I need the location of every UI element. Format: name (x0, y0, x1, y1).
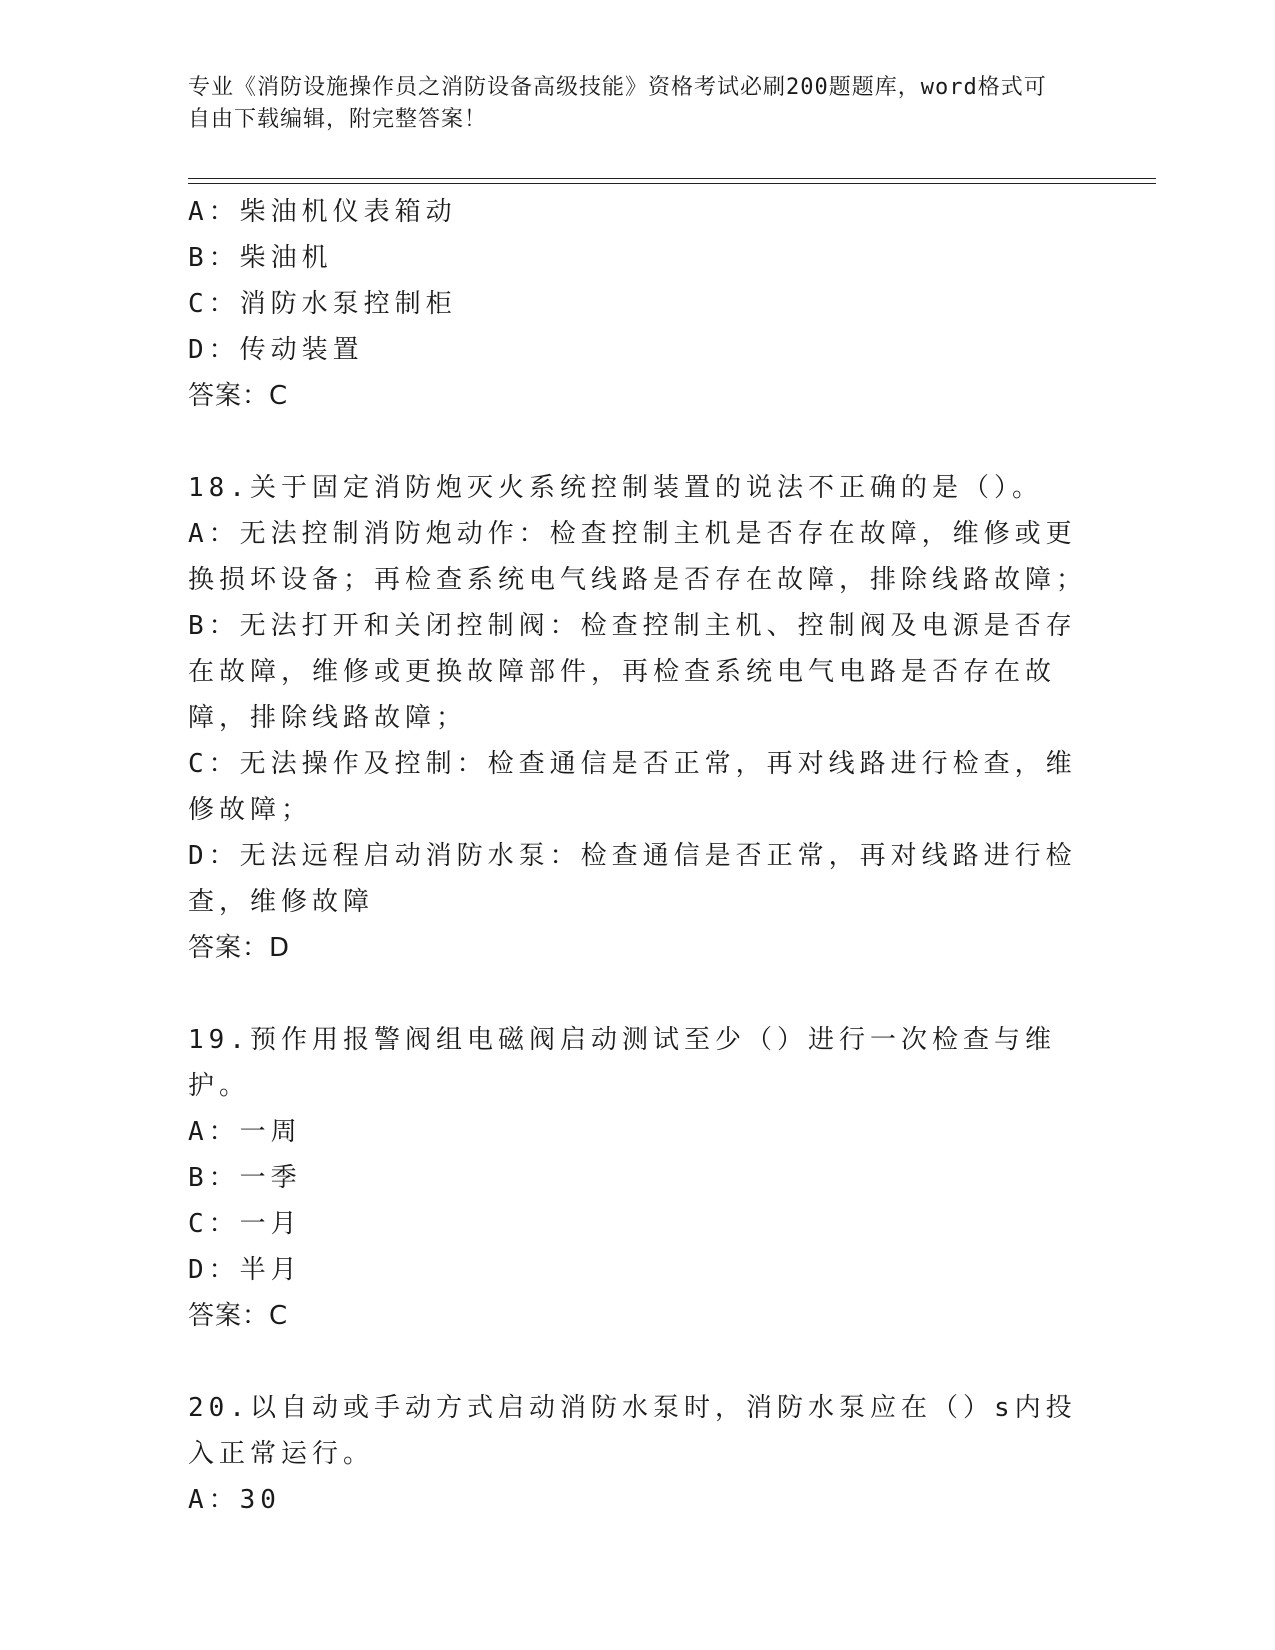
option-a: A：一周 (188, 1117, 302, 1147)
header-divider-top (188, 178, 1156, 179)
option-a: A：柴油机仪表箱动 (188, 197, 457, 227)
answer: 答案：C (188, 381, 289, 411)
answer: 答案：D (188, 933, 291, 963)
option-a: A：30 (188, 1485, 281, 1515)
answer: 答案：C (188, 1301, 289, 1331)
question-stem: 19.预作用报警阀组电磁阀启动测试至少（）进行一次检查与维护。 (188, 1025, 1056, 1101)
header-divider-bottom (188, 183, 1156, 184)
option-d: D：无法远程启动消防水泵：检查通信是否正常，再对线路进行检查，维修故障 (188, 841, 1077, 917)
option-b: B：无法打开和关闭控制阀：检查控制主机、控制阀及电源是否存在故障，维修或更换故障部件，再检查系统电气电路是否存在故障，排除线路故障； (188, 611, 1077, 733)
question-list (188, 189, 1088, 1523)
spacer (188, 419, 1088, 465)
question-17 (188, 189, 1088, 419)
question-18 (188, 465, 1088, 971)
option-a: A：无法控制消防炮动作：检查控制主机是否存在故障，维修或更换损坏设备；再检查系统电气线路是否存在故障，排除线路故障； (188, 519, 1088, 595)
option-d: D：传动装置 (188, 335, 364, 365)
option-b: B：一季 (188, 1163, 302, 1193)
option-c: C：消防水泵控制柜 (188, 289, 457, 319)
question-19 (188, 1017, 1088, 1339)
question-stem: 18.关于固定消防炮灭火系统控制装置的说法不正确的是（）。 (188, 473, 1043, 503)
question-stem: 20.以自动或手动方式启动消防水泵时，消防水泵应在（）s内投入正常运行。 (188, 1393, 1077, 1469)
spacer (188, 1339, 1088, 1385)
document-header: 专业《消防设施操作员之消防设备高级技能》资格考试必刷200题题库，word格式可自由下载编辑，附完整答案！ (188, 75, 1047, 132)
question-20 (188, 1385, 1088, 1523)
option-c: C：一月 (188, 1209, 302, 1239)
option-c: C：无法操作及控制：检查通信是否正常，再对线路进行检查，维修故障； (188, 749, 1077, 825)
option-d: D：半月 (188, 1255, 302, 1285)
spacer (188, 971, 1088, 1017)
option-b: B：柴油机 (188, 243, 333, 273)
